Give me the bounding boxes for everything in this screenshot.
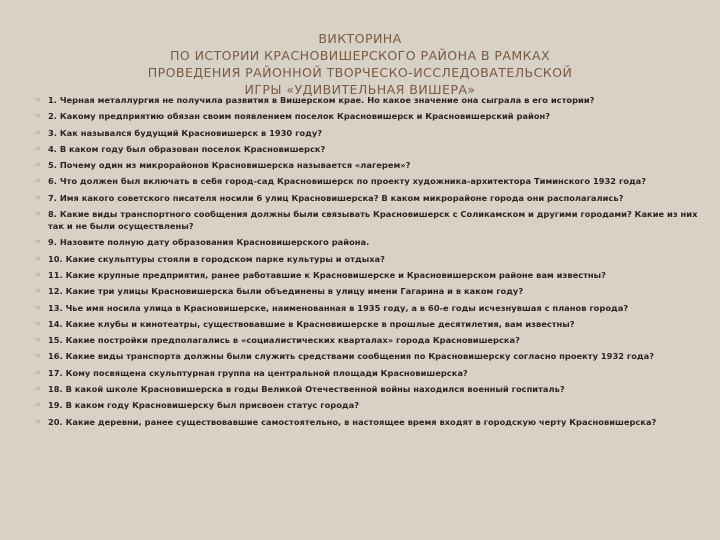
list-item [36, 236, 704, 248]
square-bullet-icon: ▫ [36, 352, 41, 360]
question-text: 5. Почему один из микрорайонов Красновишерска называется «лагерем»? [48, 160, 411, 171]
list-item [36, 334, 704, 346]
list-item [36, 143, 704, 155]
list-item [36, 253, 704, 265]
question-text: 8. Какие виды транспортного сообщения должны были связывать Красновишерск с Соликамском и другими городами? Какие из них так и не были осуществлены? [48, 209, 698, 232]
question-text: 16. Какие виды транспорта должны были служить средствами сообщения по Красновишерску согласно проекту 1932 года? [48, 351, 655, 362]
question-text: 15. Какие постройки предполагались в «социалистических кварталах» города Красновишерска? [48, 335, 520, 346]
square-bullet-icon: ▫ [36, 336, 41, 344]
square-bullet-icon: ▫ [36, 319, 41, 327]
slide-title [60, 30, 660, 98]
square-bullet-icon: ▫ [36, 193, 41, 201]
list-item [36, 175, 704, 187]
title-line-1: ВИКТОРИНА [318, 31, 402, 46]
list-item [36, 192, 704, 204]
question-text: 19. В каком году Красновишерску был присвоен статус города? [48, 400, 360, 411]
square-bullet-icon: ▫ [36, 368, 41, 376]
list-item [36, 383, 704, 395]
list-item [36, 110, 704, 122]
list-item [36, 367, 704, 379]
list-item [36, 302, 704, 314]
question-text: 9. Назовите полную дату образования Красновишерского района. [48, 237, 370, 248]
square-bullet-icon: ▫ [36, 112, 41, 120]
title-line-2: ПО ИСТОРИИ КРАСНОВИШЕРСКОГО РАЙОНА В РАМКАХ [169, 48, 551, 63]
list-item [36, 399, 704, 411]
question-text: 10. Какие скульптуры стояли в городском парке культуры и отдыха? [48, 253, 385, 264]
list-item [36, 159, 704, 171]
question-text: 11. Какие крупные предприятия, ранее работавшие к Красновишерске и Красновишерском районе вам известны? [48, 269, 606, 280]
list-item [36, 94, 704, 106]
square-bullet-icon: ▫ [36, 303, 41, 311]
question-text: 7. Имя какого советского писателя носили 6 улиц Красновишерска? В каком микрорайоне города они располагались? [48, 192, 624, 203]
question-list [36, 94, 704, 432]
list-item [36, 285, 704, 297]
square-bullet-icon: ▫ [36, 144, 41, 152]
title-line-4: ИГРЫ «УДИВИТЕЛЬНАЯ ВИШЕРА» [244, 82, 476, 97]
square-bullet-icon: ▫ [36, 177, 41, 185]
list-item [36, 416, 704, 428]
square-bullet-icon: ▫ [36, 210, 41, 218]
question-text: 12. Какие три улицы Красновишерска были объединены в улицу имени Гагарина и в каком году? [48, 286, 524, 297]
question-text: 17. Кому посвящена скульптурная группа на центральной площади Красновишерска? [48, 367, 468, 378]
question-text: 6. Что должен был включать в себя город-сад Красновишерск по проекту художника-архитектора Тиминского 1932 года? [48, 176, 647, 187]
question-text: 20. Какие деревни, ранее существовавшие самостоятельно, в настоящее время входят в городскую черту Красновишерска? [48, 416, 657, 427]
question-text: 4. В каком году был образован поселок Красновишерск? [48, 143, 326, 154]
list-item [36, 127, 704, 139]
question-text: 18. В какой школе Красновишерска в годы Великой Отечественной войны находился военный госпиталь? [48, 384, 565, 395]
question-text: 13. Чье имя носила улица в Красновишерске, наименованная в 1935 году, а в 60-е годы исчезнувшая с планов города? [48, 302, 629, 313]
square-bullet-icon: ▫ [36, 417, 41, 425]
question-text: 14. Какие клубы и кинотеатры, существовавшие в Красновишерске в прошлые десятилетия, вам известны? [48, 318, 575, 329]
square-bullet-icon: ▫ [36, 254, 41, 262]
question-text: 2. Какому предприятию обязан своим появлением поселок Красновишерск и Красновишерский район? [48, 111, 551, 122]
question-text: 1. Черная металлургия не получила развития в Вишерском крае. Но какое значение она сыграла в его истории? [48, 95, 595, 105]
list-item [36, 318, 704, 330]
square-bullet-icon: ▫ [36, 385, 41, 393]
list-item [36, 269, 704, 281]
list-item [36, 208, 704, 232]
square-bullet-icon: ▫ [36, 287, 41, 295]
square-bullet-icon: ▫ [36, 401, 41, 409]
square-bullet-icon: ▫ [36, 238, 41, 246]
question-text: 3. Как назывался будущий Красновишерск в 1930 году? [48, 127, 323, 138]
square-bullet-icon: ▫ [36, 161, 41, 169]
title-line-3: ПРОВЕДЕНИЯ РАЙОННОЙ ТВОРЧЕСКО-ИССЛЕДОВАТЕЛЬСКОЙ [147, 65, 573, 80]
list-item [36, 350, 704, 362]
square-bullet-icon: ▫ [36, 128, 41, 136]
square-bullet-icon: ▫ [36, 270, 41, 278]
square-bullet-icon: ▫ [36, 96, 41, 103]
